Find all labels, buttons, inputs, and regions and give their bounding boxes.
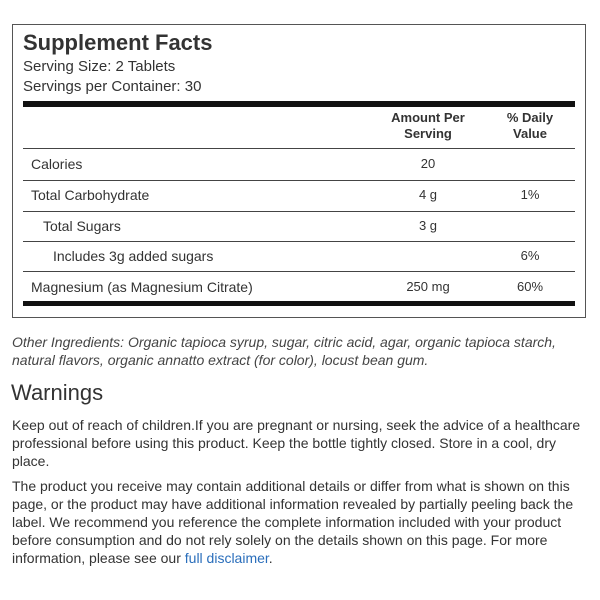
facts-top-divider <box>23 101 575 107</box>
amount-per-serving-header: Amount Per Serving <box>391 110 465 141</box>
full-disclaimer-link[interactable]: full disclaimer <box>184 550 269 566</box>
supplement-facts-title: Supplement Facts <box>23 30 213 55</box>
nutrient-name-total-carbohydrate: Total Carbohydrate <box>31 187 150 203</box>
nutrient-amount-total-sugars: 3 g <box>418 218 438 233</box>
nutrient-amount-magnesium: 250 mg <box>406 279 450 294</box>
disclaimer-paragraph <box>12 477 590 567</box>
disclaimer-text: The product you receive may contain additional details or differ from what is shown on this page, or the product may have additional information revealed by partially peeling back the label. We recommend you reference the complete information included with your product before consumption and do not rely solely on the details shown on this page. For more information, please see our <box>12 478 574 566</box>
other-ingredients: Other Ingredients: Organic tapioca syrup, sugar, citric acid, agar, organic tapioca starch, natural flavors, organic annatto extract (for color), locust bean gum. <box>12 334 556 368</box>
disclaimer-end: . <box>268 550 273 566</box>
row-divider <box>23 241 575 242</box>
warnings-text: Keep out of reach of children.If you are pregnant or nursing, seek the advice of a healthcare professional before using this product. Keep the bottle tightly closed. Store in a cool, dry place. <box>12 417 581 469</box>
nutrient-amount-calories: 20 <box>420 156 436 171</box>
supplement-facts-panel <box>12 24 586 318</box>
daily-value-header: % Daily Value <box>506 110 554 141</box>
nutrient-name-magnesium: Magnesium (as Magnesium Citrate) <box>31 279 253 295</box>
nutrient-daily-added-sugars: 6% <box>520 248 540 263</box>
nutrient-name-calories: Calories <box>31 156 83 172</box>
facts-bottom-divider <box>23 301 575 306</box>
row-divider <box>23 148 575 149</box>
nutrient-name-total-sugars: Total Sugars <box>43 218 121 234</box>
row-divider <box>23 180 575 181</box>
nutrient-amount-total-carbohydrate: 4 g <box>418 187 438 202</box>
serving-size: Serving Size: 2 Tablets <box>23 58 176 75</box>
row-divider <box>23 271 575 272</box>
warnings-heading: Warnings <box>11 380 104 405</box>
servings-per-container: Servings per Container: 30 <box>23 78 202 95</box>
row-divider <box>23 211 575 212</box>
nutrient-daily-total-carbohydrate: 1% <box>520 187 540 202</box>
nutrient-daily-magnesium: 60% <box>516 279 544 294</box>
nutrient-name-added-sugars: Includes 3g added sugars <box>53 248 214 264</box>
